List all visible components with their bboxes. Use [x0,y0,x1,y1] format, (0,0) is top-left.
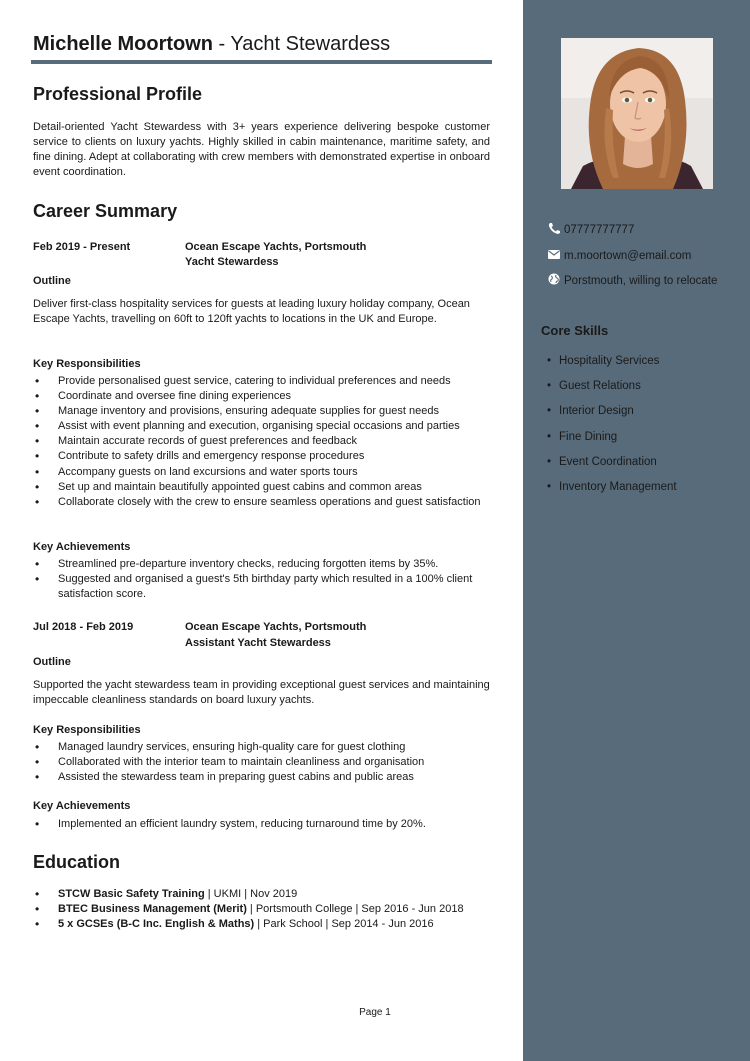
job-2-outline-label: Outline [33,656,71,668]
phone-icon [547,222,561,234]
job-2-responsibilities-label: Key Responsibilities [33,724,141,736]
list-item: • Assist with event planning and execution, organising special occasions and parties [33,419,490,434]
profile-photo [561,38,713,189]
job-2-company: Ocean Escape Yachts, Portsmouth [185,621,367,633]
contact-location [547,273,717,287]
list-item: • Suggested and organised a guest's 5th birthday party which resulted in a 100% client satisfaction score. [33,572,490,602]
list-item: • Collaborate closely with the crew to ensure seamless operations and guest satisfaction [33,495,490,510]
education-details: | Portsmouth College | Sep 2016 - Jun 2018 [246,903,464,916]
job-2-outline: Supported the yacht stewardess team in providing exceptional guest services and maintaining impeccable cleanliness standards on board luxury yachts. [33,679,490,706]
education-qualification: BTEC Business Management (Merit) [58,903,247,916]
phone-number: 07777777777 [564,224,635,236]
profile-text: Detail-oriented Yacht Stewardess with 3+ years experience delivering bespoke customer service to clients on luxury yachts. Highly skilled in cabin maintenance, maritime safety, and fine dining. Adept at collaborating with crew members with demonstrated expertise in onboard event coordination. [33,121,490,178]
header-rule [31,60,492,64]
email-address: m.moortown@email.com [564,250,692,262]
education-qualification: 5 x GCSEs (B-C Inc. English & Maths) [58,918,255,931]
globe-icon [547,273,561,285]
list-item: • Accompany guests on land excursions and water sports tours [33,465,490,480]
job-2-achievements-label: Key Achievements [33,800,131,812]
job-1-achievements-label: Key Achievements [33,541,131,553]
education-details: | UKMI | Nov 2019 [204,888,298,900]
career-heading: Career Summary [33,201,178,221]
education-details: | Park School | Sep 2014 - Jun 2016 [254,918,434,931]
list-item: • Contribute to safety drills and emergency response procedures [33,449,490,464]
list-item: • Implemented an efficient laundry system, reducing turnaround time by 20%. [33,817,490,832]
job-1-company: Ocean Escape Yachts, Portsmouth [185,241,367,253]
skill-item: • Guest Relations [547,379,677,404]
list-item: • Assisted the stewardess team in preparing guest cabins and public areas [33,770,490,785]
candidate-job-title: Yacht Stewardess [230,33,391,55]
list-item: • Maintain accurate records of guest preferences and feedback [33,434,490,449]
resume-header [33,33,390,56]
job-1-responsibilities-list [33,374,490,510]
education-list [33,887,490,932]
profile-heading: Professional Profile [33,84,203,104]
skill-item: • Event Coordination [547,455,677,480]
job-1-responsibilities-label: Key Responsibilities [33,358,141,370]
job-1-achievements-list [33,557,490,602]
job-2-achievements-list [33,817,490,832]
list-item [33,902,490,917]
envelope-icon [547,248,561,260]
page-number: Page 1 [359,1007,391,1018]
core-skills-heading: Core Skills [541,323,609,338]
list-item: • Collaborated with the interior team to maintain cleanliness and organisation [33,755,490,770]
location-text: Porstmouth, willing to relocate [564,275,718,287]
profile-photo-illustration [561,38,713,189]
job-1-outline-label: Outline [33,275,71,287]
job-2-responsibilities-list [33,740,490,785]
candidate-name: Michelle Moortown [33,33,213,55]
education-heading: Education [33,852,121,872]
core-skills-list [547,354,677,505]
skill-item: • Fine Dining [547,430,677,455]
list-item [33,917,490,932]
header-separator: - [213,33,231,55]
list-item: • Provide personalised guest service, catering to individual preferences and needs [33,374,490,389]
job-2-role: Assistant Yacht Stewardess [185,637,331,649]
list-item: • Managed laundry services, ensuring high-quality care for guest clothing [33,740,490,755]
contact-email[interactable] [547,248,691,262]
list-item: • Manage inventory and provisions, ensuring adequate supplies for guest needs [33,404,490,419]
job-1-outline: Deliver first-class hospitality services for guests at leading luxury holiday company, Ocean Escape Yachts, travelling on 60ft to 120ft yachts to locations in the UK and Europe. [33,298,470,325]
list-item [33,887,490,902]
contact-phone[interactable] [547,222,634,236]
skill-item: • Interior Design [547,404,677,429]
education-qualification: STCW Basic Safety Training [58,888,205,900]
job-1-role: Yacht Stewardess [185,256,279,268]
list-item: • Coordinate and oversee fine dining experiences [33,389,490,404]
job-1-dates: Feb 2019 - Present [33,241,131,253]
skill-item: • Inventory Management [547,480,677,505]
list-item: • Set up and maintain beautifully appointed guest cabins and common areas [33,480,490,495]
job-2-dates: Jul 2018 - Feb 2019 [33,621,134,633]
skill-item: • Hospitality Services [547,354,677,379]
list-item: • Streamlined pre-departure inventory checks, reducing forgotten items by 35%. [33,557,490,572]
